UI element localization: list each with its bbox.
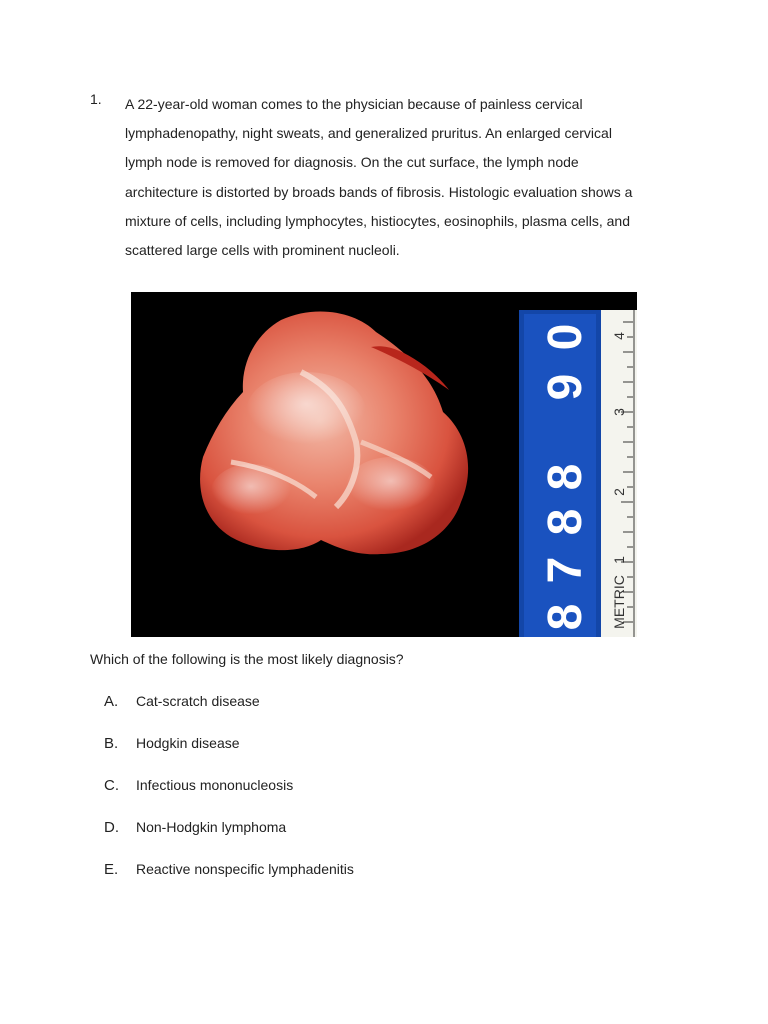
question-prompt: Which of the following is the most likely diagnosis? [90, 651, 404, 667]
option-letter: A. [104, 693, 119, 710]
label-digit: 9 [539, 373, 592, 401]
option-text: Cat-scratch disease [136, 693, 260, 709]
option-text: Hodgkin disease [136, 735, 240, 751]
label-digit: 7 [539, 556, 592, 584]
option-text: Reactive nonspecific lymphadenitis [136, 861, 354, 877]
label-digit: 8 [539, 463, 592, 491]
answer-option-a[interactable] [104, 693, 260, 710]
stem-line: mixture of cells, including lymphocytes, histiocytes, eosinophils, plasma cells, and [125, 212, 631, 229]
label-digit: 8 [539, 603, 592, 631]
answer-option-c[interactable] [104, 777, 293, 794]
option-text: Infectious mononucleosis [136, 777, 294, 793]
stem-line: architecture is distorted by broads bands of fibrosis. Histologic evaluation shows a [125, 183, 633, 200]
option-letter: B. [104, 735, 119, 752]
question-stem [125, 90, 685, 265]
label-digit: 0 [539, 323, 592, 351]
label-digit: 8 [539, 508, 592, 536]
ruler-number: 1 [611, 556, 627, 564]
answer-option-b[interactable] [104, 735, 240, 752]
answer-option-e[interactable] [104, 861, 354, 878]
answer-option-d[interactable] [104, 819, 286, 836]
stem-line: lymph node is removed for diagnosis. On the cut surface, the lymph node [125, 154, 579, 171]
option-letter: E. [104, 861, 119, 878]
ruler-text: METRIC [611, 575, 627, 629]
metric-ruler [601, 310, 637, 637]
specimen-label [519, 310, 601, 637]
ruler-number: 3 [611, 408, 627, 416]
option-text: Non-Hodgkin lymphoma [136, 819, 287, 835]
ruler-number: 2 [611, 488, 627, 496]
stem-line: scattered large cells with prominent nucleoli. [125, 242, 400, 259]
stem-line: lymphadenopathy, night sweats, and generalized pruritus. An enlarged cervical [125, 125, 612, 142]
option-letter: C. [104, 777, 119, 794]
question-number: 1. [90, 91, 102, 107]
lymph-node-specimen-photo [131, 292, 637, 637]
stem-line: A 22-year-old woman comes to the physician because of painless cervical [125, 96, 583, 112]
ruler-number: 4 [611, 332, 627, 340]
option-letter: D. [104, 819, 119, 836]
